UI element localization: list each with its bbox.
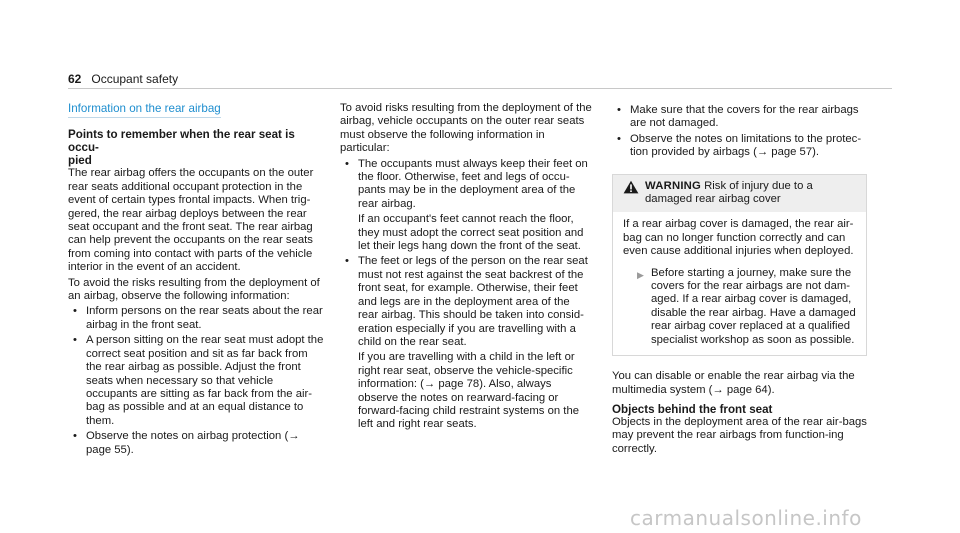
bullet-list bbox=[612, 104, 867, 160]
list-item bbox=[68, 305, 326, 332]
warning-triangle-icon bbox=[623, 180, 639, 194]
warning-title-text: Risk of injury due to a damaged rear airbag cover bbox=[645, 179, 813, 206]
column-3 bbox=[612, 102, 867, 456]
list-item-text: • Make sure that the covers for the rear airbags are not damaged. bbox=[630, 104, 859, 130]
warning-box bbox=[612, 174, 867, 356]
subheading-rear-seat: Points to remember when the rear seat is occu- pied bbox=[68, 128, 295, 168]
list-item-text: • The feet or legs of the person on the rear seat must not rest against the seat backrest of the front seat, for example. Otherwise, their feet and legs are in the deployment area of the rear airbag. This should be taken into consid-eration especially if you are travelling with a child on the rear seat. bbox=[358, 255, 588, 348]
intro-paragraph: To avoid risks resulting from the deployment of the airbag, vehicle occupants on the outer rear seats must observe the following information in particular: bbox=[340, 102, 592, 155]
column-2 bbox=[340, 102, 592, 432]
list-item bbox=[340, 255, 592, 431]
list-item-text: • Inform persons on the rear seats about the rear airbag in the front seat. bbox=[86, 305, 323, 331]
warning-body bbox=[613, 212, 866, 355]
warning-header bbox=[613, 175, 866, 213]
action-text: Before starting a journey, make sure the covers for the rear airbags are not dam-aged. If a rear airbag cover is damaged, disable the rear airbag. Have a damaged rear airbag cover replaced at a qualified specialist workshop as soon as possible. bbox=[651, 266, 856, 346]
intro-paragraph: The rear airbag offers the occupants on the outer rear seats additional occupant protection in the event of certain types frontal impacts. When trig-gered, the rear airbag deploys between the rear seat occupant and the front seat. The rear airbag can help prevent the occupants on the rear seats from coming into contact with parts of the vehicle interior in the event of an accident. bbox=[68, 167, 314, 274]
page-reference-link[interactable]: • Observe the notes on limitations to the protec-tion provided by airbags (→ page 57). bbox=[630, 132, 862, 159]
paragraph: Objects in the deployment area of the rear air-bags may prevent the rear airbags from function-ing correctly. bbox=[612, 415, 867, 455]
list-item-text: • The occupants must always keep their feet on the floor. Otherwise, feet and legs of occu-pants may be in the deployment area of the rear airbag. bbox=[358, 157, 588, 210]
action-step bbox=[623, 267, 856, 347]
list-item-text: If an occupant's feet cannot reach the floor, they must adopt the correct seat position and let their legs hang down the front of the seat. bbox=[358, 213, 584, 253]
bullet-list bbox=[340, 158, 592, 432]
list-item bbox=[68, 334, 326, 428]
paragraph: To avoid the risks resulting from the deployment of an airbag, observe the following information: bbox=[68, 276, 320, 303]
list-item-text: • A person sitting on the rear seat must adopt the correct seat position and sit as far back from the rear airbag as possible. Adjust the front seats when necessary so that vehicle occupants are sitting as far back from the air-bag as possible and at an equal distance to them. bbox=[86, 334, 324, 427]
page-reference-link[interactable]: • Observe the notes on airbag protection (→ page 55). bbox=[86, 430, 300, 456]
bullet-list bbox=[68, 305, 326, 456]
page-reference-link[interactable]: If you are travelling with a child in the left or right rear seat, observe the vehicle-specific information: (→ page 78). Also, always observe the notes on rearward-facing or forward-facing child restraint systems on the left and right rear seats. bbox=[358, 351, 580, 431]
warning-label: WARNING bbox=[645, 179, 701, 192]
warning-heading bbox=[645, 180, 856, 207]
list-item bbox=[612, 104, 867, 131]
list-item bbox=[68, 430, 326, 457]
list-item bbox=[612, 133, 867, 160]
column-1 bbox=[68, 102, 326, 457]
page-header bbox=[68, 72, 178, 86]
action-arrow-icon: ▶ bbox=[637, 269, 644, 280]
subheading-objects: Objects behind the front seat bbox=[612, 402, 773, 416]
header-divider bbox=[68, 88, 892, 89]
page-reference-link[interactable]: You can disable or enable the rear airbag via the multimedia system (→ page 64). bbox=[612, 370, 855, 396]
watermark: carmanualsonline.info bbox=[630, 506, 862, 530]
list-item bbox=[340, 158, 592, 254]
warning-text: If a rear airbag cover is damaged, the rear air-bag can no longer function correctly and can even cause additional injuries when deployed. bbox=[623, 218, 854, 258]
page-number: 62 bbox=[68, 72, 82, 86]
section-title: Information on the rear airbag bbox=[68, 102, 221, 118]
chapter-title: Occupant safety bbox=[91, 72, 179, 86]
